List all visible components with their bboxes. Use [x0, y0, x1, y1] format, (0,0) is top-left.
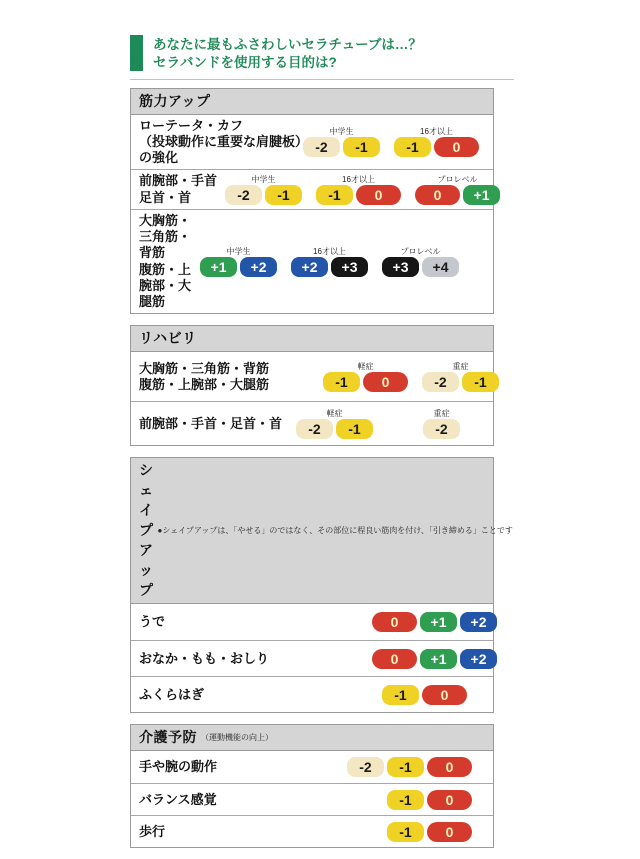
badge-blue: +2 — [460, 649, 497, 669]
row-label-line: 大胸筋・三角筋・背筋 — [139, 360, 270, 376]
section-介護予防 — [130, 724, 494, 848]
row-label — [139, 651, 269, 667]
badge-group-label: 重症 — [452, 361, 469, 371]
badge-green: +1 — [420, 612, 457, 632]
badge-red: 0 — [372, 612, 417, 632]
badge-yellow: -1 — [336, 419, 373, 439]
row-label-line: おなか・もも・おしり — [139, 650, 270, 666]
badge-yellow: -1 — [387, 790, 424, 810]
row-label-line: 前腕部・手首 — [139, 173, 218, 189]
badge-group-label: 中学生 — [226, 246, 251, 256]
badge-list — [423, 419, 460, 439]
table-row — [131, 169, 493, 209]
badge-group-label: プロレベル — [400, 246, 441, 256]
badge-group-label: 中学生 — [329, 127, 354, 136]
badge-red: 0 — [415, 185, 460, 205]
section-note: （運動機能の向上） — [201, 732, 273, 742]
badge-area — [296, 409, 460, 439]
badge-area — [225, 175, 500, 205]
row-label — [139, 614, 165, 630]
section-リハビリ — [130, 325, 494, 446]
row-label-line: バランス感覚 — [139, 791, 217, 807]
badge-list — [303, 137, 380, 157]
badge-group — [347, 757, 472, 777]
row-label-line: 歩行 — [139, 823, 166, 839]
badge-area — [387, 790, 472, 810]
badge-red: 0 — [427, 757, 472, 777]
badge-group — [422, 362, 499, 392]
badge-list — [225, 185, 302, 205]
badge-group-label: 16才以上 — [313, 246, 346, 256]
table-row — [131, 401, 493, 445]
badge-area — [372, 649, 497, 669]
badge-area — [387, 822, 472, 842]
badge-yellow: -1 — [382, 685, 419, 705]
badge-red: 0 — [427, 822, 472, 842]
row-label — [139, 759, 217, 775]
badge-group — [382, 685, 467, 705]
row-label-line: 腹筋・上腕部・大腿筋 — [139, 376, 270, 392]
section-header — [131, 326, 493, 352]
badge-group — [382, 247, 459, 277]
section-シェイプアップ — [130, 457, 513, 713]
badge-list — [382, 257, 459, 277]
badge-tan: -2 — [296, 419, 333, 439]
badge-list — [387, 790, 472, 810]
row-label — [139, 213, 200, 311]
badge-group-label: 軽症 — [326, 408, 343, 418]
row-label-line: （投球動作に重要な肩腱板）の強化 — [139, 133, 302, 166]
table-row — [131, 783, 493, 815]
table-row — [131, 209, 493, 314]
badge-blue: +2 — [460, 612, 497, 632]
section-title: シェイプアップ — [139, 462, 154, 599]
badge-yellow: -1 — [323, 372, 360, 392]
table-row — [131, 352, 493, 401]
badge-group — [303, 127, 380, 157]
row-label-line: 大胸筋・三角筋・背筋 — [139, 212, 192, 261]
section-title: リハビリ — [139, 330, 197, 347]
badge-tan: -2 — [225, 185, 262, 205]
page-header — [130, 35, 494, 72]
badge-group — [394, 127, 479, 157]
badge-group — [316, 175, 401, 205]
section-note: ●シェイプアップは、「やせる」のではなく、その部位に程良い筋肉を付け、「引き締める」ことです — [157, 525, 513, 535]
badge-group — [372, 649, 497, 669]
badge-yellow: -1 — [387, 822, 424, 842]
badge-list — [296, 419, 373, 439]
sections-root — [130, 88, 513, 849]
badge-blue: +2 — [240, 257, 277, 277]
badge-list — [200, 257, 277, 277]
row-label-line: うで — [139, 614, 166, 630]
badge-area — [372, 612, 497, 632]
badge-black: +3 — [382, 257, 419, 277]
row-label — [139, 361, 269, 394]
badge-group — [291, 247, 368, 277]
section-header — [131, 89, 493, 115]
section-header — [131, 458, 513, 604]
badge-tan: -2 — [422, 372, 459, 392]
badge-area — [200, 247, 459, 277]
table-row — [131, 640, 493, 676]
row-label — [139, 118, 303, 167]
page-title — [153, 35, 422, 72]
badge-green: +1 — [420, 649, 457, 669]
badge-group — [415, 175, 500, 205]
section-筋力アップ — [130, 88, 494, 315]
badge-area — [323, 362, 499, 392]
row-label-line: 腹筋・上腕部・大腿筋 — [139, 261, 192, 310]
badge-black: +3 — [331, 257, 368, 277]
badge-yellow: -1 — [462, 372, 499, 392]
badge-tan: -2 — [423, 419, 460, 439]
badge-group-label: 16才以上 — [342, 174, 375, 184]
badge-group-label: 中学生 — [251, 174, 276, 184]
table-row — [131, 676, 493, 712]
badge-group — [423, 409, 460, 439]
badge-list — [394, 137, 479, 157]
badge-red: 0 — [363, 372, 408, 392]
badge-tan: -2 — [347, 757, 384, 777]
badge-yellow: -1 — [394, 137, 431, 157]
table-row — [131, 115, 493, 170]
badge-list — [291, 257, 368, 277]
badge-yellow: -1 — [265, 185, 302, 205]
badge-group — [296, 409, 373, 439]
row-label — [139, 173, 217, 206]
section-title: 介護予防 — [139, 729, 197, 746]
badge-group — [323, 362, 408, 392]
badge-group-label: 重症 — [433, 408, 450, 418]
badge-red: 0 — [422, 685, 467, 705]
badge-group — [387, 822, 472, 842]
table-row — [131, 604, 493, 640]
badge-list — [422, 372, 499, 392]
badge-group — [200, 247, 277, 277]
table-row — [131, 751, 493, 783]
row-label — [139, 792, 217, 808]
row-label — [139, 824, 165, 840]
badge-list — [316, 185, 401, 205]
row-label — [139, 687, 204, 703]
badge-yellow: -1 — [387, 757, 424, 777]
row-label — [139, 416, 282, 432]
badge-group — [372, 612, 497, 632]
row-label-line: 足首・首 — [139, 189, 192, 205]
row-label-line: 手や腕の動作 — [139, 759, 218, 775]
badge-green: +1 — [463, 185, 500, 205]
badge-red: 0 — [356, 185, 401, 205]
badge-group-label: 軽症 — [357, 361, 374, 371]
section-title: 筋力アップ — [139, 92, 211, 109]
badge-red: 0 — [434, 137, 479, 157]
row-label-line: ローテータ・カフ — [139, 117, 244, 133]
badge-red: 0 — [427, 790, 472, 810]
badge-yellow: -1 — [343, 137, 380, 157]
section-header — [131, 725, 493, 751]
badge-list — [387, 822, 472, 842]
badge-list — [415, 185, 500, 205]
table-row — [131, 815, 493, 847]
content-column — [130, 35, 513, 859]
badge-area — [347, 757, 472, 777]
row-label-line: ふくらはぎ — [139, 686, 205, 702]
badge-list — [372, 612, 497, 632]
page-title-line2: セラバンドを使用する目的は? — [153, 54, 337, 70]
badge-group-label: 16才以上 — [420, 127, 453, 136]
badge-tan: -2 — [303, 137, 340, 157]
badge-area — [382, 685, 467, 705]
badge-blue: +2 — [291, 257, 328, 277]
badge-group-label: プロレベル — [437, 174, 478, 184]
badge-group — [387, 790, 472, 810]
badge-list — [323, 372, 408, 392]
badge-silver: +4 — [422, 257, 459, 277]
badge-list — [347, 757, 472, 777]
row-label-line: 前腕部・手首・足首・首 — [139, 415, 283, 431]
badge-list — [372, 649, 497, 669]
header-divider — [130, 79, 514, 80]
badge-area — [303, 127, 479, 157]
badge-yellow: -1 — [316, 185, 353, 205]
badge-group — [225, 175, 302, 205]
title-accent-bar — [130, 35, 143, 71]
badge-green: +1 — [200, 257, 237, 277]
badge-list — [382, 685, 467, 705]
page-title-line1: あなたに最もふさわしいセラチューブは…？ — [153, 37, 422, 52]
badge-red: 0 — [372, 649, 417, 669]
